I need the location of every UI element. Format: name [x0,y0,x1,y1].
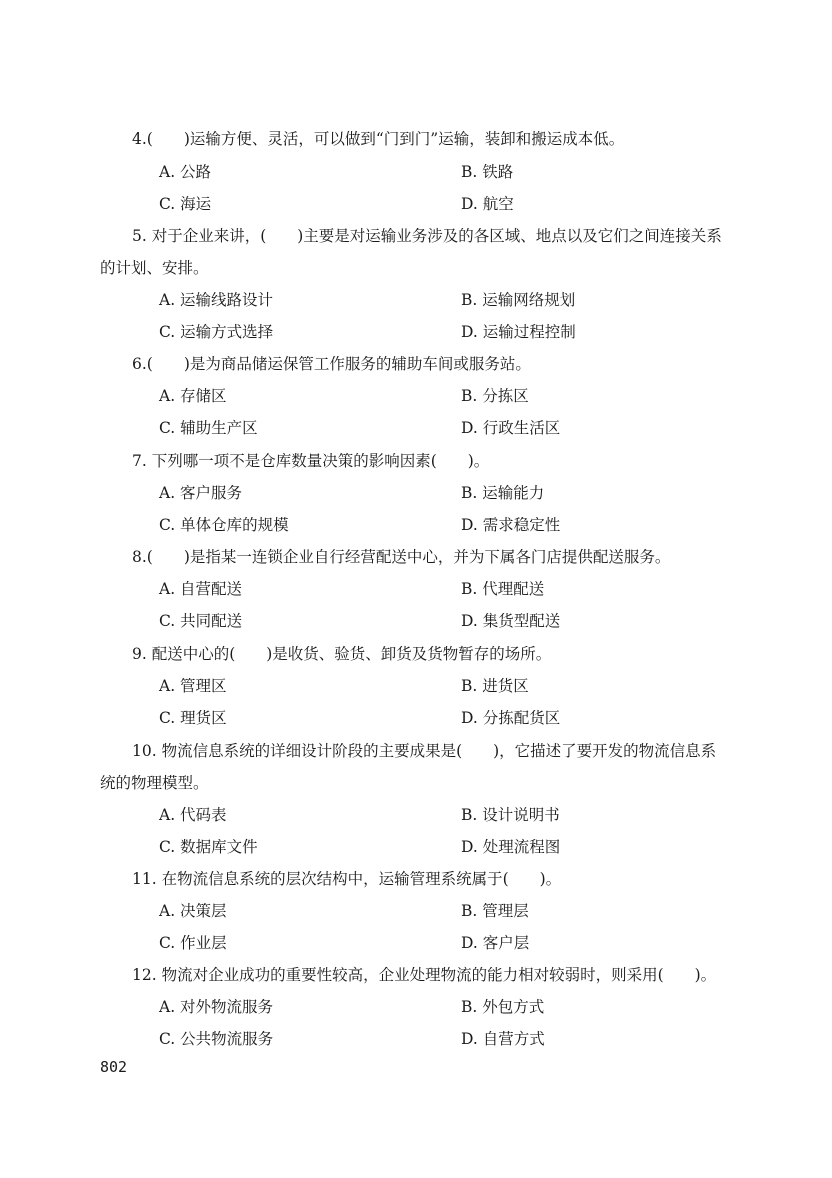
question-11-option-c: C. 作业层 [159,934,227,952]
question-4-option-a: A. 公路 [159,163,212,181]
question-11-option-b: B. 管理层 [461,902,529,920]
question-5-option-d: D. 运输过程控制 [461,323,576,341]
question-9-option-a: A. 管理区 [159,677,227,695]
question-12-option-d: D. 自营方式 [461,1030,545,1048]
question-5-option-a: A. 运输线路设计 [159,291,274,309]
question-9-option-d: D. 分拣配货区 [461,709,561,727]
question-12-option-a: A. 对外物流服务 [159,998,274,1016]
page-number: 802 [100,1058,128,1076]
question-8-option-b: B. 代理配送 [461,580,545,598]
question-10-option-a: A. 代码表 [159,806,227,824]
question-11-option-a: A. 决策层 [159,902,227,920]
question-4-stem: 4.( )运输方便、灵活，可以做到“门到门”运输，装卸和搬运成本低。 [132,130,625,148]
question-9-option-b: B. 进货区 [461,677,529,695]
question-10-option-c: C. 数据库文件 [159,838,258,856]
question-10-stem: 10. 物流信息系统的详细设计阶段的主要成果是( )，它描述了要开发的物流信息系 [132,742,717,760]
question-6-option-a: A. 存储区 [159,387,227,405]
question-11-option-d: D. 客户层 [461,934,530,952]
question-6-option-b: B. 分拣区 [461,387,529,405]
question-6-stem: 6.( )是为商品储运保管工作服务的辅助车间或服务站。 [132,355,531,373]
question-8-option-d: D. 集货型配送 [461,612,561,630]
question-7-option-b: B. 运输能力 [461,484,545,502]
question-6-option-c: C. 辅助生产区 [159,419,258,437]
question-12-option-c: C. 公共物流服务 [159,1030,274,1048]
question-7-option-d: D. 需求稳定性 [461,516,561,534]
question-6-option-d: D. 行政生活区 [461,419,561,437]
question-10-option-b: B. 设计说明书 [461,806,560,824]
question-7-option-c: C. 单体仓库的规模 [159,516,289,534]
question-4-option-b: B. 铁路 [461,163,514,181]
question-12-stem: 12. 物流对企业成功的重要性较高，企业处理物流的能力相对较弱时，则采用( )。 [132,966,717,984]
question-8-stem: 8.( )是指某一连锁企业自行经营配送中心，并为下属各门店提供配送服务。 [132,548,671,566]
question-4-option-d: D. 航空 [461,195,514,213]
question-7-option-a: A. 客户服务 [159,484,243,502]
question-5-option-b: B. 运输网络规划 [461,291,576,309]
question-5-stem: 5. 对于企业来讲，( )主要是对运输业务涉及的各区域、地点以及它们之间连接关系 [132,227,722,245]
question-10-stem-continued: 统的物理模型。 [100,774,209,792]
question-9-stem: 9. 配送中心的( )是收货、验货、卸货及货物暂存的场所。 [132,645,552,663]
question-7-stem: 7. 下列哪一项不是仓库数量决策的影响因素( )。 [132,452,490,470]
question-9-option-c: C. 理货区 [159,709,227,727]
question-5-stem-continued: 的计划、安排。 [100,259,209,277]
question-8-option-a: A. 自营配送 [159,580,243,598]
question-5-option-c: C. 运输方式选择 [159,323,274,341]
question-12-option-b: B. 外包方式 [461,998,545,1016]
question-8-option-c: C. 共同配送 [159,612,243,630]
question-4-option-c: C. 海运 [159,195,212,213]
question-11-stem: 11. 在物流信息系统的层次结构中，运输管理系统属于( )。 [132,870,562,888]
question-10-option-d: D. 处理流程图 [461,838,561,856]
